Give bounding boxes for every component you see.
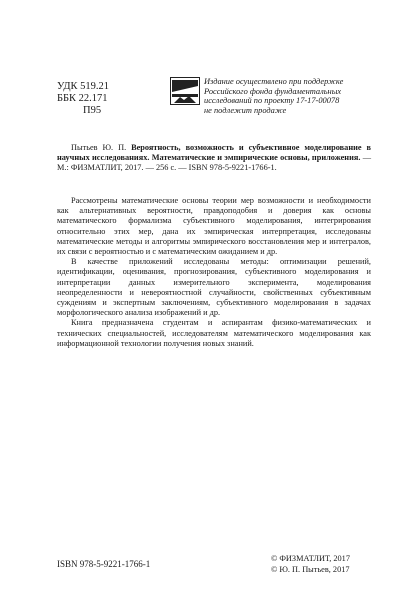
biblio-title: Вероятность, возможность и субъективное моделирование в научных исследованиях. Математические и эмпирические основы, приложения. (57, 143, 371, 163)
abstract-paragraph: Рассмотрены математические основы теории мер возможности и необходимости как альтернативных вероятности, правдоподобия и доверия как основы математического формализма субъективного моделирования, интегрирования относительно этих мер, дана их эмпирическая интерпретация, исследованы математические методы и алгоритмы эмпирического восстановления мер и интегралов, их связи с вероятностью и с математическим ожиданием и др. (57, 196, 371, 257)
abstract-paragraph: Книга предназначена студентам и аспирантам физико-математических и технических специальностей, исследователям математического моделирования как информационной технологии получения новых знаний. (57, 318, 371, 348)
abstract-paragraph: В качестве приложений исследованы методы: оптимизации решений, идентификации, оценивания, прогнозирования, субъективного моделирования и интерпретации данных измерительного эксперимента, моделирования неопределенности и невероятностной случайности, свойственных субъективным суждениям и экспертным заключениям, субъективного моделирования в задачах морфологического анализа изображений и др. (57, 257, 371, 318)
rffi-logo-icon (170, 77, 200, 105)
copyright-author: © Ю. П. Пытьев, 2017 (271, 565, 350, 574)
copyright-block (271, 553, 350, 575)
bbk-code: ББК 22.171 (57, 93, 108, 104)
author-mark: П95 (83, 105, 102, 116)
bibliographic-record (57, 143, 371, 174)
classification-block (57, 81, 109, 117)
biblio-author: Пытьев Ю. П. (71, 143, 127, 152)
biblio-imprint: — М.: ФИЗМАТЛИТ, 2017. — 256 с. — ISBN 978-5-9221-1766-1. (57, 153, 371, 173)
isbn: ISBN 978-5-9221-1766-1 (57, 559, 151, 569)
abstract (57, 196, 371, 349)
copyright-publisher: © ФИЗМАТЛИТ, 2017 (271, 554, 350, 563)
support-note: Издание осуществлено при поддержке Российского фонда фундаментальных исследований по проекту 17-17-00078 не подлежит продаже (204, 77, 344, 115)
udk-code: УДК 519.21 (57, 81, 110, 92)
